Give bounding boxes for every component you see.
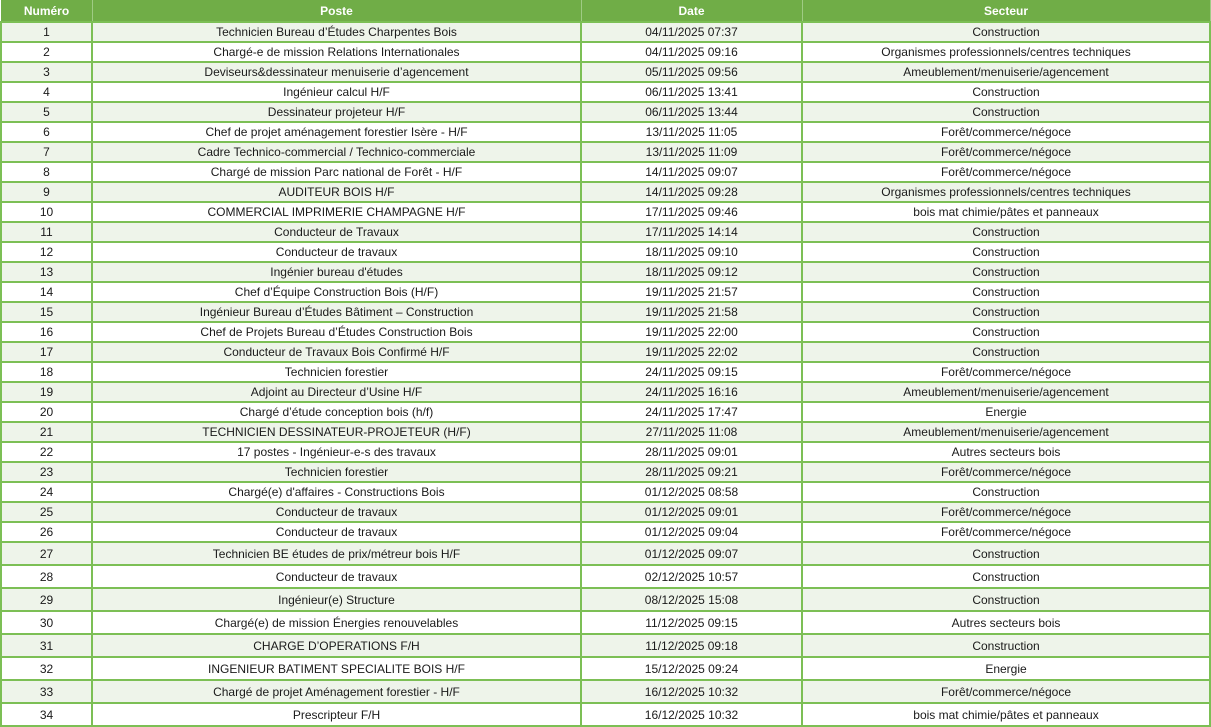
cell-secteur[interactable]: Energie bbox=[802, 402, 1210, 422]
cell-secteur[interactable]: Forêt/commerce/négoce bbox=[802, 122, 1210, 142]
table-row[interactable] bbox=[1, 402, 1210, 422]
cell-numero[interactable]: 18 bbox=[1, 362, 92, 382]
table-row[interactable] bbox=[1, 382, 1210, 402]
table-row[interactable] bbox=[1, 588, 1210, 611]
table-row[interactable] bbox=[1, 82, 1210, 102]
table-body bbox=[1, 22, 1210, 726]
table-row[interactable] bbox=[1, 262, 1210, 282]
cell-poste[interactable]: Chargé(e) d'affaires - Constructions Bois bbox=[92, 482, 581, 502]
cell-poste[interactable]: Conducteur de travaux bbox=[92, 242, 581, 262]
cell-secteur[interactable]: Organismes professionnels/centres techniques bbox=[802, 42, 1210, 62]
cell-date[interactable]: 18/11/2025 09:12 bbox=[581, 262, 802, 282]
cell-secteur[interactable]: Autres secteurs bois bbox=[802, 611, 1210, 634]
cell-date[interactable]: 19/11/2025 22:02 bbox=[581, 342, 802, 362]
cell-date[interactable]: 19/11/2025 21:58 bbox=[581, 302, 802, 322]
cell-numero[interactable]: 11 bbox=[1, 222, 92, 242]
cell-secteur[interactable]: Construction bbox=[802, 342, 1210, 362]
cell-secteur[interactable]: Construction bbox=[802, 282, 1210, 302]
cell-poste[interactable]: Chargé-e de mission Relations Internationales bbox=[92, 42, 581, 62]
cell-secteur[interactable]: bois mat chimie/pâtes et panneaux bbox=[802, 202, 1210, 222]
header-numero[interactable]: Numéro bbox=[1, 1, 92, 23]
table-row[interactable] bbox=[1, 182, 1210, 202]
cell-secteur[interactable]: Construction bbox=[802, 634, 1210, 657]
table-row[interactable] bbox=[1, 542, 1210, 565]
cell-date[interactable]: 05/11/2025 09:56 bbox=[581, 62, 802, 82]
cell-poste[interactable]: Prescripteur F/H bbox=[92, 703, 581, 726]
cell-poste[interactable]: Chargé de mission Parc national de Forêt - H/F bbox=[92, 162, 581, 182]
cell-date[interactable]: 14/11/2025 09:07 bbox=[581, 162, 802, 182]
table-row[interactable] bbox=[1, 442, 1210, 462]
cell-secteur[interactable]: Construction bbox=[802, 322, 1210, 342]
cell-numero[interactable]: 15 bbox=[1, 302, 92, 322]
cell-date[interactable]: 08/12/2025 15:08 bbox=[581, 588, 802, 611]
table-row[interactable] bbox=[1, 422, 1210, 442]
cell-date[interactable]: 14/11/2025 09:28 bbox=[581, 182, 802, 202]
cell-date[interactable]: 24/11/2025 16:16 bbox=[581, 382, 802, 402]
table-row[interactable] bbox=[1, 462, 1210, 482]
cell-date[interactable]: 01/12/2025 09:07 bbox=[581, 542, 802, 565]
cell-secteur[interactable]: Construction bbox=[802, 542, 1210, 565]
cell-poste[interactable]: AUDITEUR BOIS H/F bbox=[92, 182, 581, 202]
header-date[interactable]: Date bbox=[581, 1, 802, 23]
table-row[interactable] bbox=[1, 282, 1210, 302]
cell-secteur[interactable]: Energie bbox=[802, 657, 1210, 680]
cell-date[interactable]: 27/11/2025 11:08 bbox=[581, 422, 802, 442]
cell-numero[interactable]: 14 bbox=[1, 282, 92, 302]
table-row[interactable] bbox=[1, 102, 1210, 122]
cell-poste[interactable]: Chargé(e) de mission Énergies renouvelables bbox=[92, 611, 581, 634]
cell-numero[interactable]: 17 bbox=[1, 342, 92, 362]
cell-poste[interactable]: Chargé de projet Aménagement forestier - H/F bbox=[92, 680, 581, 703]
cell-numero[interactable]: 23 bbox=[1, 462, 92, 482]
cell-secteur[interactable]: Construction bbox=[802, 588, 1210, 611]
cell-numero[interactable]: 29 bbox=[1, 588, 92, 611]
cell-poste[interactable]: Chef de Projets Bureau d’Études Construction Bois bbox=[92, 322, 581, 342]
table-row[interactable] bbox=[1, 122, 1210, 142]
cell-numero[interactable]: 1 bbox=[1, 22, 92, 42]
table-row[interactable] bbox=[1, 502, 1210, 522]
cell-poste[interactable]: Ingénieur(e) Structure bbox=[92, 588, 581, 611]
cell-numero[interactable]: 34 bbox=[1, 703, 92, 726]
table-row[interactable] bbox=[1, 202, 1210, 222]
table-row[interactable] bbox=[1, 680, 1210, 703]
table-row[interactable] bbox=[1, 42, 1210, 62]
cell-poste[interactable]: Technicien Bureau d’Études Charpentes Bois bbox=[92, 22, 581, 42]
cell-secteur[interactable]: Forêt/commerce/négoce bbox=[802, 162, 1210, 182]
cell-secteur[interactable]: Construction bbox=[802, 82, 1210, 102]
cell-numero[interactable]: 13 bbox=[1, 262, 92, 282]
cell-numero[interactable]: 9 bbox=[1, 182, 92, 202]
cell-date[interactable]: 11/12/2025 09:15 bbox=[581, 611, 802, 634]
cell-secteur[interactable]: Construction bbox=[802, 242, 1210, 262]
cell-numero[interactable]: 30 bbox=[1, 611, 92, 634]
cell-date[interactable]: 16/12/2025 10:32 bbox=[581, 680, 802, 703]
cell-numero[interactable]: 7 bbox=[1, 142, 92, 162]
cell-numero[interactable]: 16 bbox=[1, 322, 92, 342]
cell-poste[interactable]: Technicien forestier bbox=[92, 362, 581, 382]
cell-poste[interactable]: Deviseurs&dessinateur menuiserie d’agencement bbox=[92, 62, 581, 82]
cell-date[interactable]: 16/12/2025 10:32 bbox=[581, 703, 802, 726]
table-row[interactable] bbox=[1, 634, 1210, 657]
cell-numero[interactable]: 2 bbox=[1, 42, 92, 62]
cell-date[interactable]: 17/11/2025 09:46 bbox=[581, 202, 802, 222]
cell-date[interactable]: 18/11/2025 09:10 bbox=[581, 242, 802, 262]
table-row[interactable] bbox=[1, 611, 1210, 634]
cell-poste[interactable]: Dessinateur projeteur H/F bbox=[92, 102, 581, 122]
cell-date[interactable]: 06/11/2025 13:41 bbox=[581, 82, 802, 102]
cell-secteur[interactable]: Ameublement/menuiserie/agencement bbox=[802, 62, 1210, 82]
table-row[interactable] bbox=[1, 703, 1210, 726]
cell-poste[interactable]: Ingénieur calcul H/F bbox=[92, 82, 581, 102]
cell-numero[interactable]: 25 bbox=[1, 502, 92, 522]
table-row[interactable] bbox=[1, 142, 1210, 162]
cell-date[interactable]: 28/11/2025 09:21 bbox=[581, 462, 802, 482]
cell-numero[interactable]: 19 bbox=[1, 382, 92, 402]
cell-date[interactable]: 04/11/2025 09:16 bbox=[581, 42, 802, 62]
cell-secteur[interactable]: Forêt/commerce/négoce bbox=[802, 522, 1210, 542]
cell-secteur[interactable]: Forêt/commerce/négoce bbox=[802, 680, 1210, 703]
cell-poste[interactable]: Conducteur de travaux bbox=[92, 502, 581, 522]
table-row[interactable] bbox=[1, 162, 1210, 182]
table-row[interactable] bbox=[1, 565, 1210, 588]
cell-poste[interactable]: Chargé d’étude conception bois (h/f) bbox=[92, 402, 581, 422]
cell-numero[interactable]: 32 bbox=[1, 657, 92, 680]
cell-numero[interactable]: 5 bbox=[1, 102, 92, 122]
table-row[interactable] bbox=[1, 322, 1210, 342]
cell-numero[interactable]: 28 bbox=[1, 565, 92, 588]
cell-secteur[interactable]: Construction bbox=[802, 102, 1210, 122]
cell-poste[interactable]: COMMERCIAL IMPRIMERIE CHAMPAGNE H/F bbox=[92, 202, 581, 222]
cell-date[interactable]: 24/11/2025 17:47 bbox=[581, 402, 802, 422]
header-poste[interactable]: Poste bbox=[92, 1, 581, 23]
cell-secteur[interactable]: Forêt/commerce/négoce bbox=[802, 462, 1210, 482]
cell-secteur[interactable]: Organismes professionnels/centres techniques bbox=[802, 182, 1210, 202]
cell-poste[interactable]: Conducteur de Travaux Bois Confirmé H/F bbox=[92, 342, 581, 362]
cell-poste[interactable]: Ingénier bureau d'études bbox=[92, 262, 581, 282]
cell-date[interactable]: 13/11/2025 11:09 bbox=[581, 142, 802, 162]
cell-numero[interactable]: 26 bbox=[1, 522, 92, 542]
cell-numero[interactable]: 24 bbox=[1, 482, 92, 502]
table-row[interactable] bbox=[1, 242, 1210, 262]
cell-poste[interactable]: Ingénieur Bureau d’Études Bâtiment – Construction bbox=[92, 302, 581, 322]
cell-poste[interactable]: TECHNICIEN DESSINATEUR-PROJETEUR (H/F) bbox=[92, 422, 581, 442]
table-row[interactable] bbox=[1, 342, 1210, 362]
table-row[interactable] bbox=[1, 222, 1210, 242]
cell-numero[interactable]: 4 bbox=[1, 82, 92, 102]
cell-date[interactable]: 13/11/2025 11:05 bbox=[581, 122, 802, 142]
cell-date[interactable]: 06/11/2025 13:44 bbox=[581, 102, 802, 122]
cell-numero[interactable]: 22 bbox=[1, 442, 92, 462]
cell-secteur[interactable]: Construction bbox=[802, 302, 1210, 322]
cell-numero[interactable]: 3 bbox=[1, 62, 92, 82]
cell-secteur[interactable]: Forêt/commerce/négoce bbox=[802, 502, 1210, 522]
cell-secteur[interactable]: Autres secteurs bois bbox=[802, 442, 1210, 462]
table-row[interactable] bbox=[1, 22, 1210, 42]
table-row[interactable] bbox=[1, 302, 1210, 322]
cell-numero[interactable]: 10 bbox=[1, 202, 92, 222]
cell-numero[interactable]: 21 bbox=[1, 422, 92, 442]
cell-secteur[interactable]: Construction bbox=[802, 565, 1210, 588]
cell-numero[interactable]: 20 bbox=[1, 402, 92, 422]
cell-date[interactable]: 15/12/2025 09:24 bbox=[581, 657, 802, 680]
cell-numero[interactable]: 31 bbox=[1, 634, 92, 657]
cell-date[interactable]: 28/11/2025 09:01 bbox=[581, 442, 802, 462]
cell-poste[interactable]: Technicien BE études de prix/métreur bois H/F bbox=[92, 542, 581, 565]
cell-numero[interactable]: 8 bbox=[1, 162, 92, 182]
table-row[interactable] bbox=[1, 62, 1210, 82]
header-row bbox=[1, 1, 1210, 23]
table-row[interactable] bbox=[1, 482, 1210, 502]
cell-poste[interactable]: Adjoint au Directeur d’Usine H/F bbox=[92, 382, 581, 402]
cell-poste[interactable]: CHARGE D’OPERATIONS F/H bbox=[92, 634, 581, 657]
cell-poste[interactable]: Chef de projet aménagement forestier Isère - H/F bbox=[92, 122, 581, 142]
cell-date[interactable]: 02/12/2025 10:57 bbox=[581, 565, 802, 588]
cell-date[interactable]: 17/11/2025 14:14 bbox=[581, 222, 802, 242]
cell-numero[interactable]: 12 bbox=[1, 242, 92, 262]
cell-date[interactable]: 01/12/2025 09:01 bbox=[581, 502, 802, 522]
cell-poste[interactable]: Conducteur de travaux bbox=[92, 522, 581, 542]
cell-secteur[interactable]: Construction bbox=[802, 222, 1210, 242]
cell-poste[interactable]: Conducteur de travaux bbox=[92, 565, 581, 588]
cell-date[interactable]: 01/12/2025 08:58 bbox=[581, 482, 802, 502]
cell-secteur[interactable]: Construction bbox=[802, 482, 1210, 502]
cell-numero[interactable]: 33 bbox=[1, 680, 92, 703]
cell-poste[interactable]: INGENIEUR BATIMENT SPECIALITE BOIS H/F bbox=[92, 657, 581, 680]
cell-secteur[interactable]: Construction bbox=[802, 22, 1210, 42]
table-row[interactable] bbox=[1, 657, 1210, 680]
cell-poste[interactable]: Technicien forestier bbox=[92, 462, 581, 482]
table-row[interactable] bbox=[1, 362, 1210, 382]
cell-secteur[interactable]: Forêt/commerce/négoce bbox=[802, 142, 1210, 162]
cell-date[interactable]: 01/12/2025 09:04 bbox=[581, 522, 802, 542]
header-secteur[interactable]: Secteur bbox=[802, 1, 1210, 23]
cell-secteur[interactable]: bois mat chimie/pâtes et panneaux bbox=[802, 703, 1210, 726]
table-row[interactable] bbox=[1, 522, 1210, 542]
cell-date[interactable]: 24/11/2025 09:15 bbox=[581, 362, 802, 382]
cell-poste[interactable]: Conducteur de Travaux bbox=[92, 222, 581, 242]
cell-date[interactable]: 19/11/2025 22:00 bbox=[581, 322, 802, 342]
cell-date[interactable]: 19/11/2025 21:57 bbox=[581, 282, 802, 302]
cell-secteur[interactable]: Ameublement/menuiserie/agencement bbox=[802, 422, 1210, 442]
cell-numero[interactable]: 27 bbox=[1, 542, 92, 565]
cell-numero[interactable]: 6 bbox=[1, 122, 92, 142]
cell-secteur[interactable]: Construction bbox=[802, 262, 1210, 282]
cell-secteur[interactable]: Ameublement/menuiserie/agencement bbox=[802, 382, 1210, 402]
cell-poste[interactable]: Cadre Technico-commercial / Technico-commerciale bbox=[92, 142, 581, 162]
cell-secteur[interactable]: Forêt/commerce/négoce bbox=[802, 362, 1210, 382]
cell-date[interactable]: 11/12/2025 09:18 bbox=[581, 634, 802, 657]
cell-poste[interactable]: 17 postes - Ingénieur-e-s des travaux bbox=[92, 442, 581, 462]
cell-poste[interactable]: Chef d’Équipe Construction Bois (H/F) bbox=[92, 282, 581, 302]
cell-date[interactable]: 04/11/2025 07:37 bbox=[581, 22, 802, 42]
